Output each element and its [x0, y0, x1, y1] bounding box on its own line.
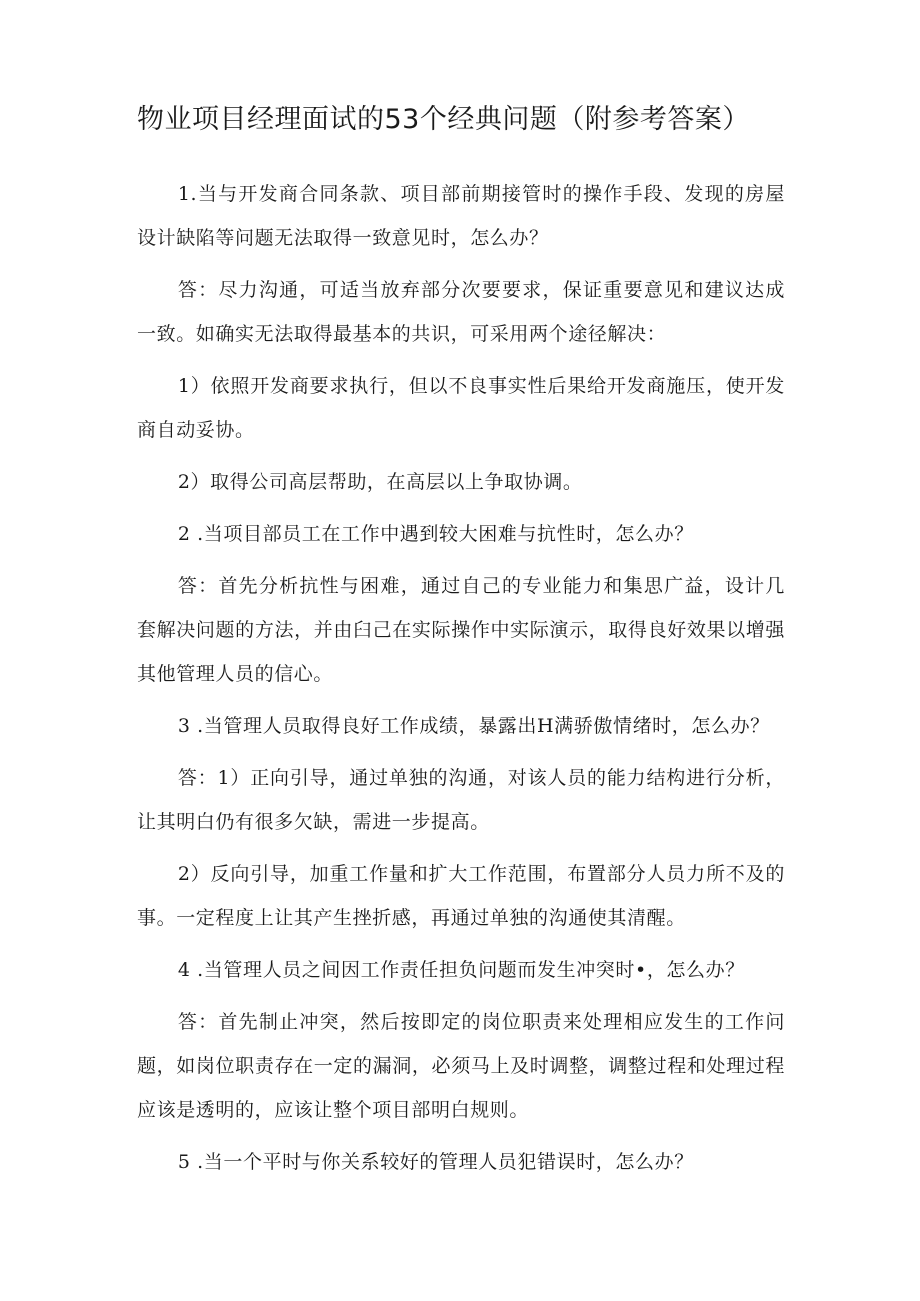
answer-1-option-1: 1）依照开发商要求执行，但以不良事实性后果给开发商施压，使开发商自动妥协。 — [137, 375, 785, 441]
question-4: 4 .当管理人员之间因工作责任担负问题而发生冲突时•，怎么办？ — [177, 959, 745, 981]
answer-1-option-2: 2）取得公司高层帮助，在高层以上争取协调。 — [177, 471, 583, 493]
answer-3-option-1: 答：1）正向引导，通过单独的沟通，对该人员的能力结构进行分析，让其明白仍有很多欠缺，需进一步提高。 — [137, 767, 785, 833]
answer-4: 答：首先制止冲突，然后按即定的岗位职责来处理相应发生的工作问题，如岗位职责存在一定的漏洞，必须马上及时调整，调整过程和处理过程应该是透明的，应该让整个项目部明白规则。 — [137, 1011, 785, 1121]
question-1: 1.当与开发商合同条款、项目部前期接管时的操作手段、发现的房屋设计缺陷等问题无法取得一致意见时，怎么办？ — [137, 183, 785, 249]
answer-1: 答：尽力沟通，可适当放弃部分次要要求，保证重要意见和建议达成一致。如确实无法取得最基本的共识，可采用两个途径解决： — [137, 279, 785, 345]
question-5: 5 .当一个平时与你关系较好的管理人员犯错误时，怎么办？ — [177, 1151, 694, 1173]
question-3: 3 .当管理人员取得良好工作成绩，暴露出H满骄傲情绪时，怎么办？ — [177, 715, 770, 737]
document-title: 物业项目经理面试的53个经典问题（附参考答案） — [137, 104, 750, 135]
answer-3-option-2: 2）反向引导，加重工作量和扩大工作范围，布置部分人员力所不及的事。一定程度上让其产生挫折感，再通过单独的沟通使其清醒。 — [137, 863, 785, 929]
question-2: 2 .当项目部员工在工作中遇到较大困难与抗性时，怎么办？ — [177, 523, 694, 545]
document-body — [137, 172, 785, 1192]
answer-2: 答：首先分析抗性与困难，通过自己的专业能力和集思广益，设计几套解决问题的方法，并由臼己在实际操作中实际演示，取得良好效果以增强其他管理人员的信心。 — [137, 575, 785, 685]
